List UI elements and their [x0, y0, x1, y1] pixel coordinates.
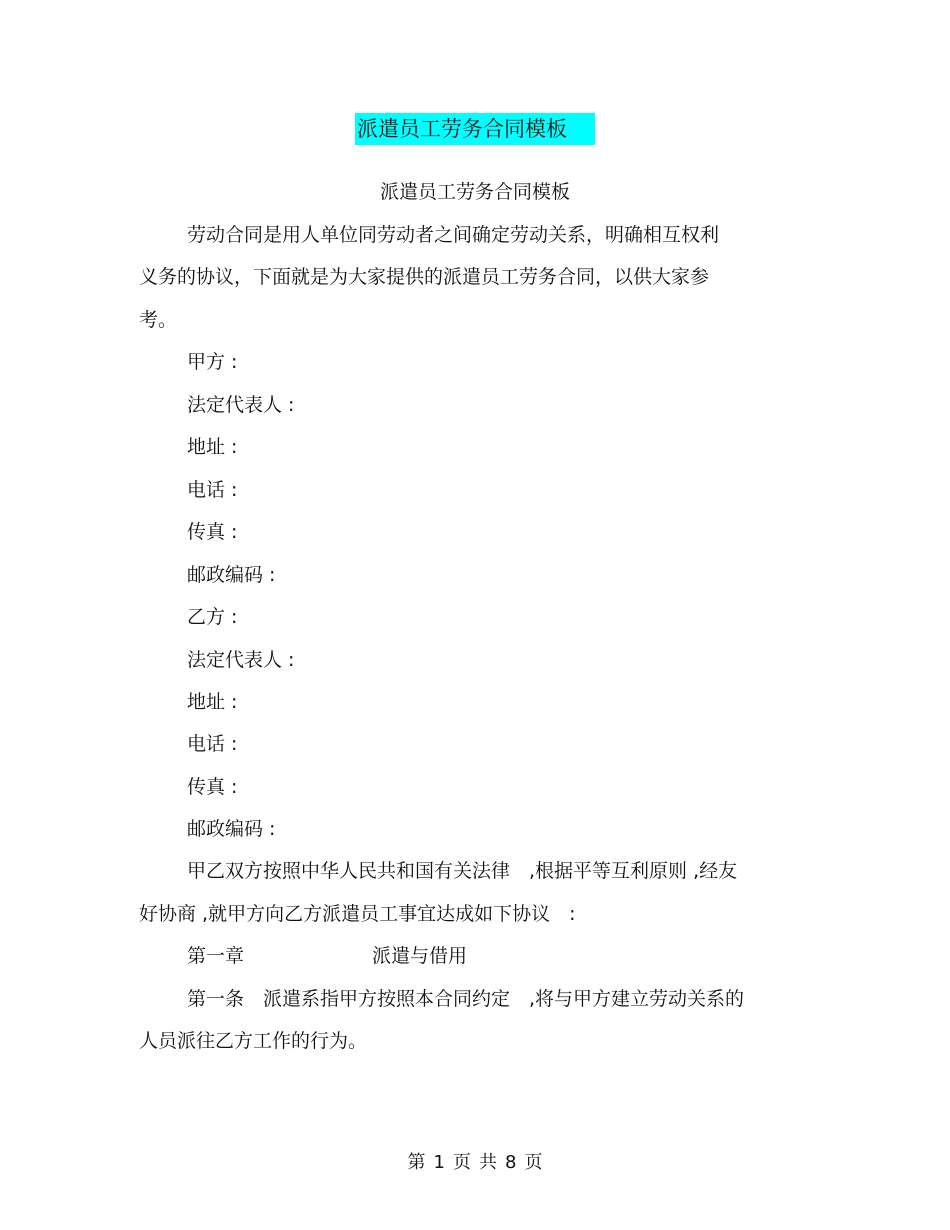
footer-total-number: 8: [505, 1152, 517, 1173]
party-b-phone: 电话 :: [187, 733, 238, 755]
page-footer: [0, 1151, 950, 1175]
article-1-line-2: 人员派往乙方工作的行为。: [139, 1030, 368, 1052]
footer-total-label: 共: [479, 1152, 497, 1173]
agreement-line-2: 好协商 ,就甲方向乙方派遣员工事宜达成如下协议 :: [139, 903, 576, 925]
party-a-label: 甲方 :: [187, 351, 238, 373]
party-a-address: 地址 :: [187, 436, 238, 458]
agreement-line-1: 甲乙双方按照中华人民共和国有关法律 ,根据平等互利原则 ,经友: [187, 860, 738, 882]
footer-page-unit: 页: [453, 1152, 471, 1173]
party-a-fax: 传真 :: [187, 521, 238, 543]
party-a-postcode: 邮政编码 :: [187, 564, 276, 586]
title-container: [0, 113, 950, 145]
party-b-postcode: 邮政编码 :: [187, 818, 276, 840]
party-b-label: 乙方 :: [187, 606, 238, 628]
chapter-number: 第一章: [187, 945, 245, 967]
footer-total-unit: 页: [524, 1152, 543, 1173]
intro-line-2: 义务的协议，下面就是为大家提供的派遣员工劳务合同，以供大家参: [139, 266, 710, 288]
party-a-rep: 法定代表人 :: [187, 394, 295, 416]
party-a-phone: 电话 :: [187, 479, 238, 501]
footer-page-label: 第: [407, 1152, 426, 1173]
article-1-line-1: 第一条 派遣系指甲方按照本合同约定 ,将与甲方建立劳动关系的: [187, 988, 745, 1010]
intro-line-3: 考。: [139, 309, 178, 331]
document-title: 派遣员工劳务合同模板: [355, 113, 595, 145]
chapter-name: 派遣与借用: [372, 945, 468, 967]
party-b-fax: 传真 :: [187, 776, 238, 798]
party-b-rep: 法定代表人 :: [187, 649, 295, 671]
intro-line-1: 劳动合同是用人单位同劳动者之间确定劳动关系，明确相互权利: [187, 224, 720, 246]
document-subtitle: 派遣员工劳务合同模板: [379, 181, 570, 203]
party-b-address: 地址 :: [187, 691, 238, 713]
footer-page-number: 1: [433, 1152, 445, 1173]
